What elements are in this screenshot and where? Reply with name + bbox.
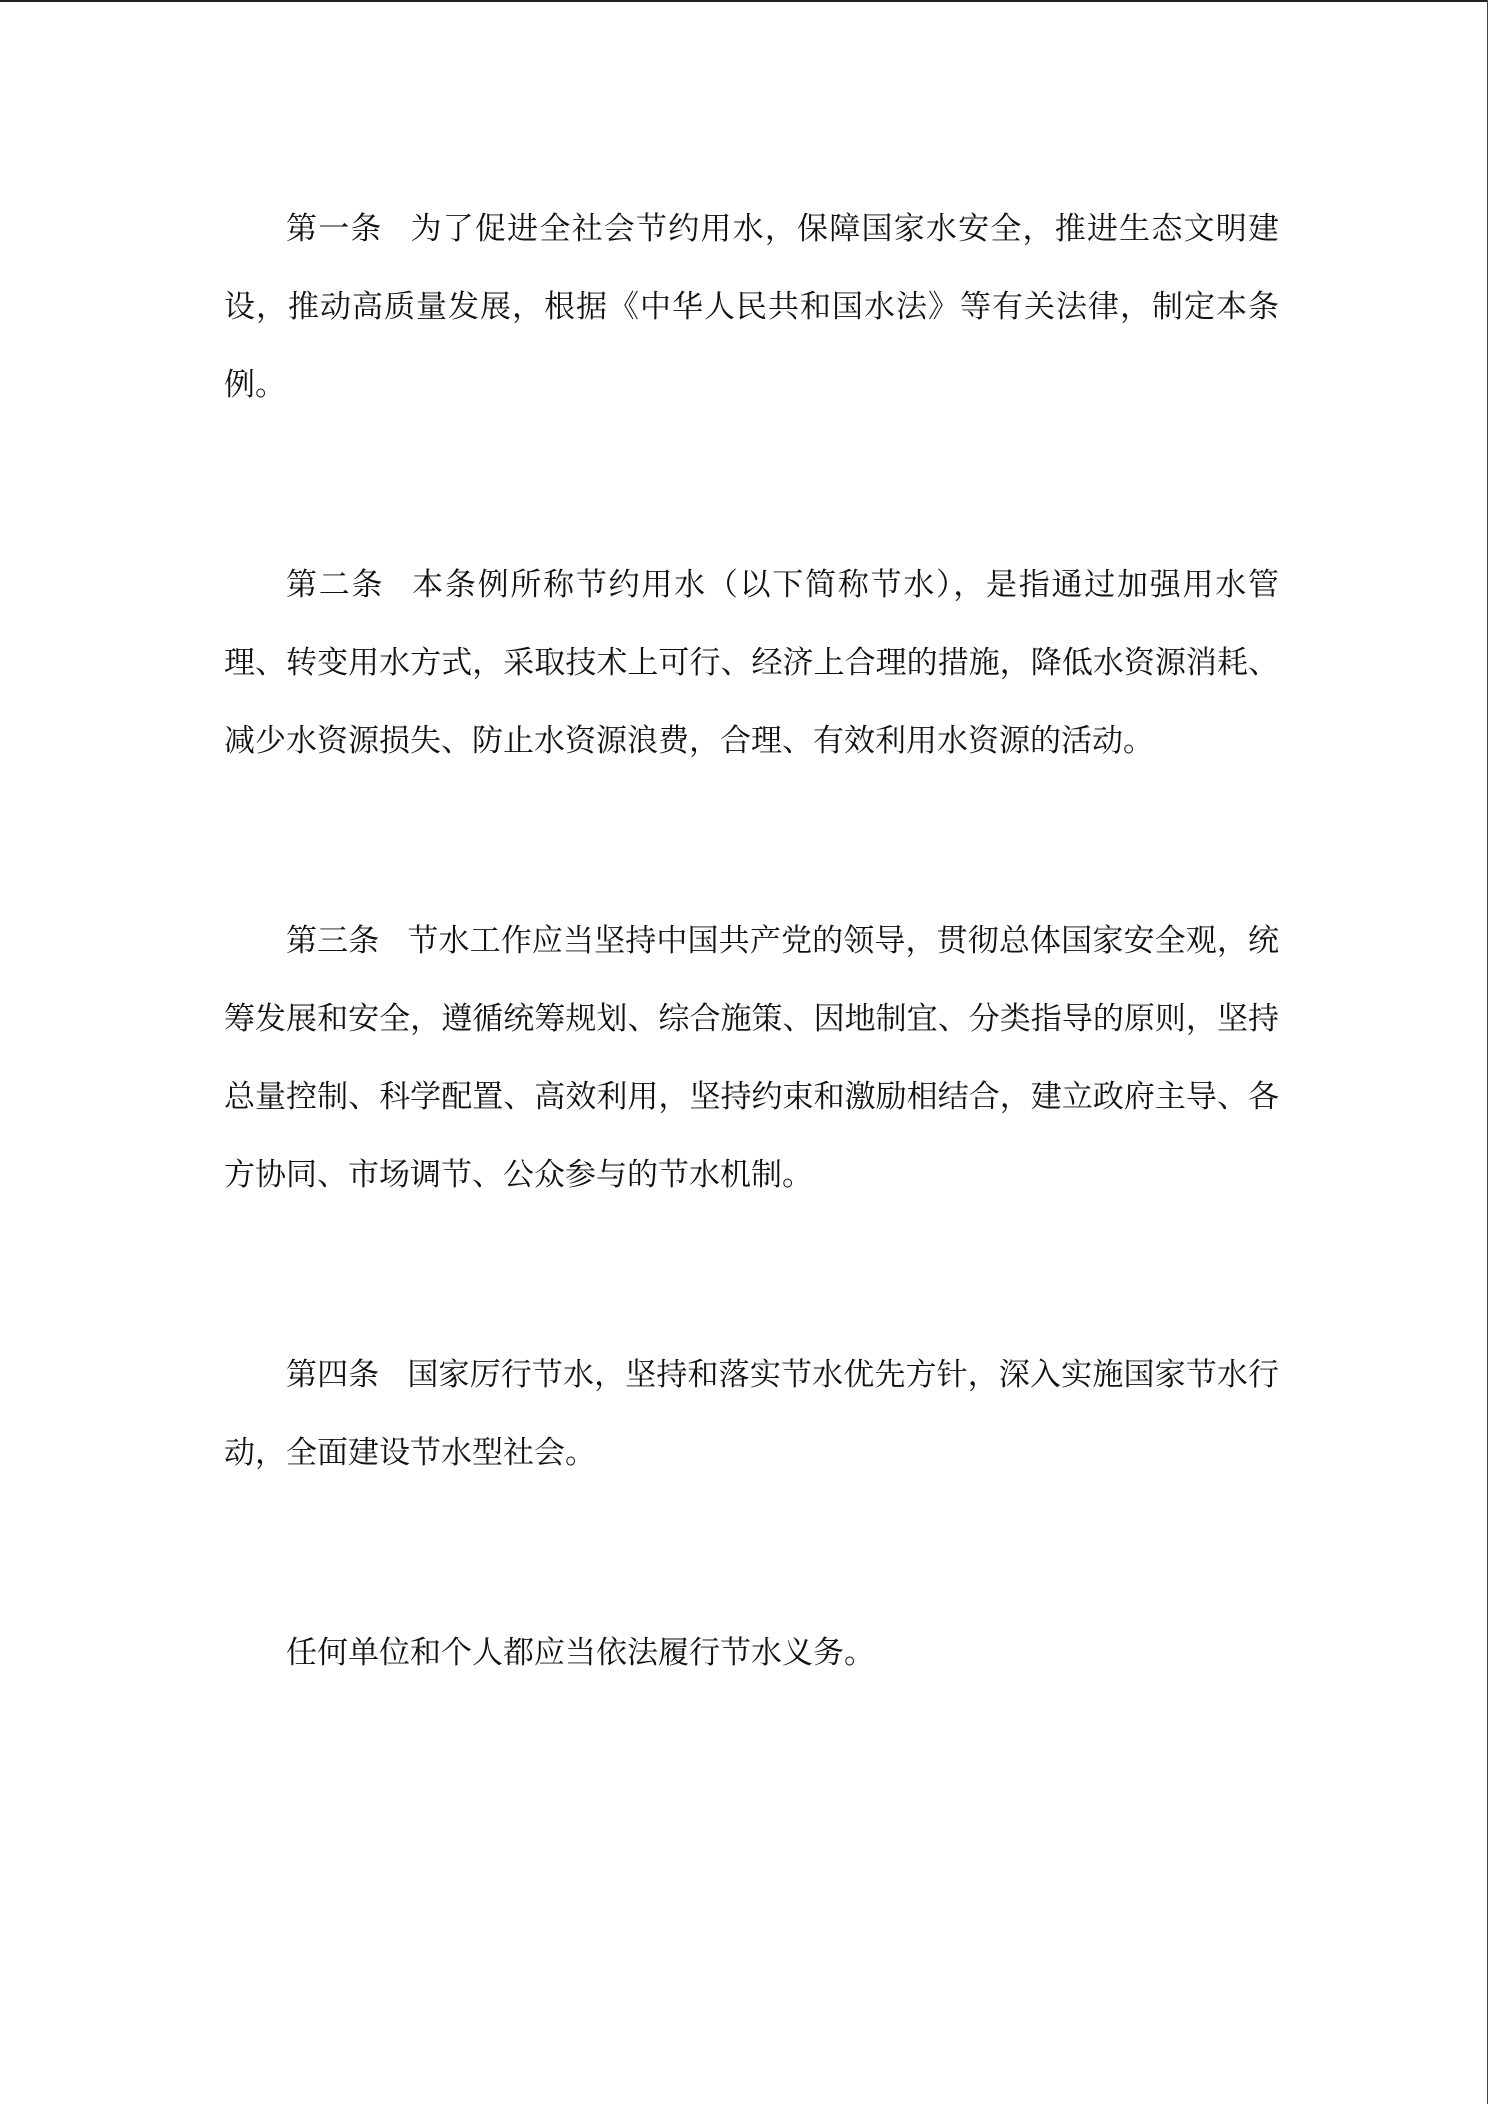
paragraph-gap — [224, 424, 1279, 546]
article-4-text: 国家厉行节水，坚持和落实节水优先方针，深入实施国家节水行动，全面建设节水型社会。 — [224, 1357, 1280, 1471]
page-top-border — [0, 0, 1488, 2]
article-2-label: 第二条 — [286, 567, 385, 603]
article-4-obligation-text: 任何单位和个人都应当依法履行节水义务。 — [286, 1635, 875, 1671]
article-1-label: 第一条 — [286, 211, 383, 247]
article-3 — [224, 902, 1279, 1214]
article-4-obligation — [224, 1614, 1279, 1692]
article-2 — [224, 546, 1279, 780]
article-4-label: 第四条 — [286, 1357, 380, 1393]
article-1-text: 为了促进全社会节约用水，保障国家水安全，推进生态文明建设，推动高质量发展，根据《中华人民共和国水法》等有关法律，制定本条例。 — [224, 211, 1280, 403]
article-1 — [224, 190, 1279, 424]
paragraph-gap — [224, 1492, 1279, 1614]
article-4 — [224, 1336, 1279, 1492]
article-2-text: 本条例所称节约用水（以下简称节水），是指通过加强用水管理、转变用水方式，采取技术上可行、经济上合理的措施，降低水资源消耗、减少水资源损失、防止水资源浪费，合理、有效利用水资源的活动。 — [224, 567, 1280, 759]
article-3-label: 第三条 — [286, 923, 380, 959]
article-3-text: 节水工作应当坚持中国共产党的领导，贯彻总体国家安全观，统筹发展和安全，遵循统筹规划、综合施策、因地制宜、分类指导的原则，坚持总量控制、科学配置、高效利用，坚持约束和激励相结合，建立政府主导、各方协同、市场调节、公众参与的节水机制。 — [224, 923, 1280, 1193]
paragraph-gap — [224, 1214, 1279, 1336]
document-body — [224, 190, 1279, 1692]
paragraph-gap — [224, 780, 1279, 902]
